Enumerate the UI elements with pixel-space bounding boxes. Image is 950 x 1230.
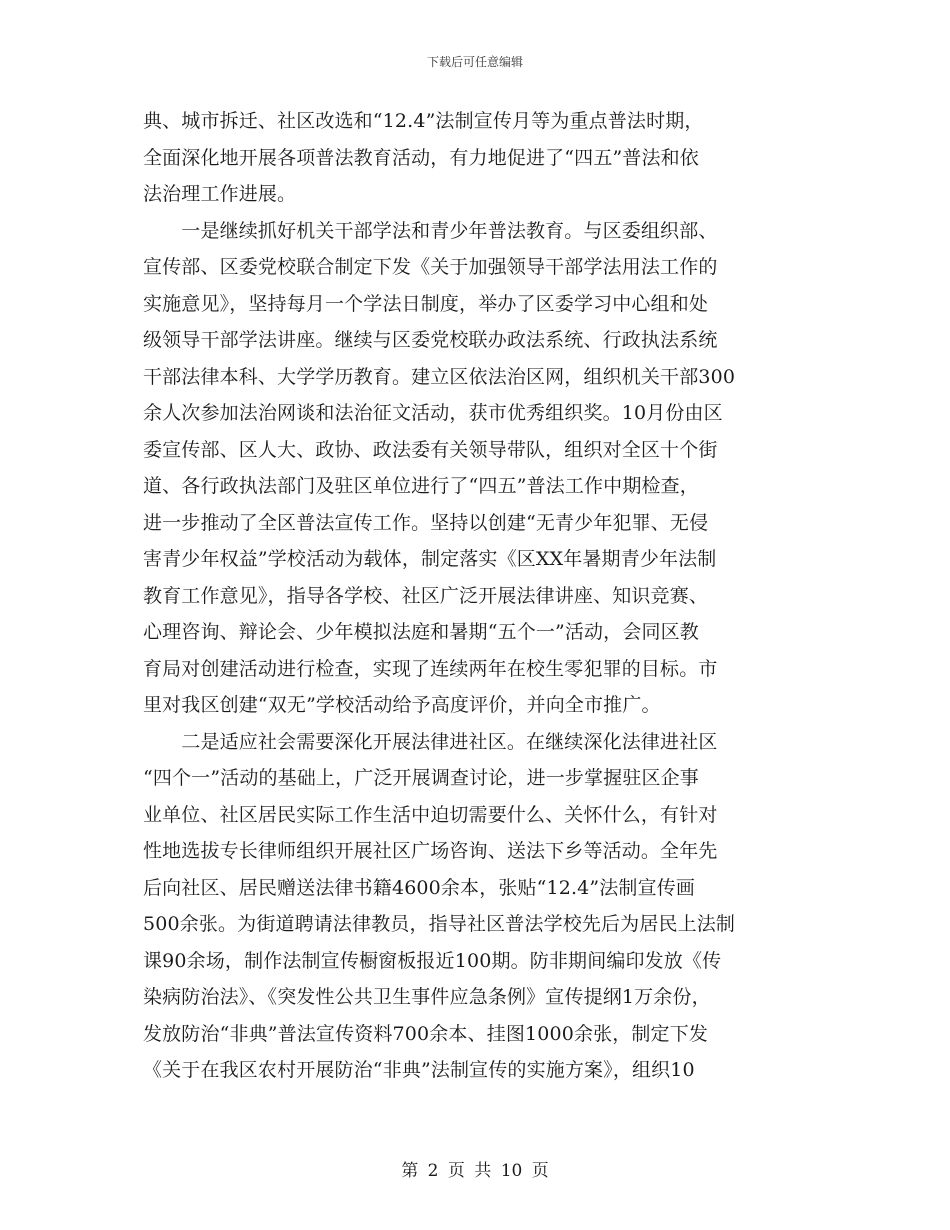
text-line: 二是适应社会需要深化开展法律进社区。在继续深化法律进社区: [143, 730, 718, 753]
text-line: 道、各行政执法部门及驻区单位进行了“四五”普法工作中期检查，: [143, 475, 699, 497]
text-line: 一是继续抓好机关干部学法和青少年普法教育。与区委组织部、: [143, 219, 718, 242]
text-line: 《关于在我区农村开展防治“非典”法制宣传的实施方案》，组织10: [143, 1059, 695, 1081]
text-line: 染病防治法》、《突发性公共卫生事件应急条例》宣传提纲1万余份，: [143, 986, 711, 1008]
text-line: 宣传部、区委党校联合制定下发《关于加强领导干部学法用法工作的: [143, 256, 718, 278]
text-line: 教育工作意见》，指导各学校、社区广泛开展法律讲座、知识竞赛、: [143, 584, 709, 607]
document-body: [143, 103, 807, 1089]
text-line: 干部法律本科、大学学历教育。建立区依法治区网，组织机关干部300: [143, 365, 736, 388]
text-line: 级领导干部学法讲座。继续与区委党校联办政法系统、行政执法系统: [143, 329, 718, 351]
text-line: 500余张。为街道聘请法律教员，指导社区普法学校先后为居民上法制: [143, 913, 736, 935]
text-line: 性地选拔专长律师组织开展社区广场咨询、送法下乡等活动。全年先: [143, 840, 718, 862]
page-header-note: 下载后可任意编辑: [426, 55, 523, 69]
text-line: 实施意见》，坚持每月一个学法日制度，举办了区委学习中心组和处: [143, 292, 709, 315]
text-line: “四个一”活动的基础上，广泛开展调查讨论，进一步掌握驻区企事: [143, 767, 699, 789]
text-line: 全面深化地开展各项普法教育活动，有力地促进了“四五”普法和依: [143, 146, 699, 169]
text-line: 育局对创建活动进行检查，实现了连续两年在校生零犯罪的目标。市: [143, 657, 718, 680]
text-line: 心理咨询、辩论会、少年模拟法庭和暑期“五个一”活动，会同区教: [143, 621, 699, 643]
text-line: 发放防治“非典”普法宣传资料700余本、挂图1000余张，制定下发: [143, 1022, 708, 1045]
text-line: 法治理工作进展。: [143, 183, 297, 205]
text-line: 进一步推动了全区普法宣传工作。坚持以创建“无青少年犯罪、无侵: [143, 511, 709, 534]
page-number-footer: 第 2 页 共 10 页: [401, 1161, 549, 1181]
text-line: 后向社区、居民赠送法律书籍4600余本，张贴“12.4”法制宣传画: [143, 876, 696, 899]
text-line: 业单位、社区居民实际工作生活中迫切需要什么、关怀什么，有针对: [143, 803, 718, 826]
text-line: 委宣传部、区人大、政协、政法委有关领导带队，组织对全区十个街: [143, 438, 718, 461]
text-line: 课90余场，制作法制宣传橱窗板报近100期。防非期间编印发放《传: [143, 949, 722, 972]
text-line: 典、城市拆迁、社区改选和“12.4”法制宣传月等为重点普法时期，: [143, 110, 704, 132]
text-line: 害青少年权益”学校活动为载体，制定落实《区XX年暑期青少年法制: [143, 548, 717, 570]
text-line: 里对我区创建“双无”学校活动给予高度评价，并向全市推广。: [143, 694, 661, 716]
text-line: 余人次参加法治网谈和法治征文活动，获市优秀组织奖。10月份由区: [143, 402, 723, 424]
